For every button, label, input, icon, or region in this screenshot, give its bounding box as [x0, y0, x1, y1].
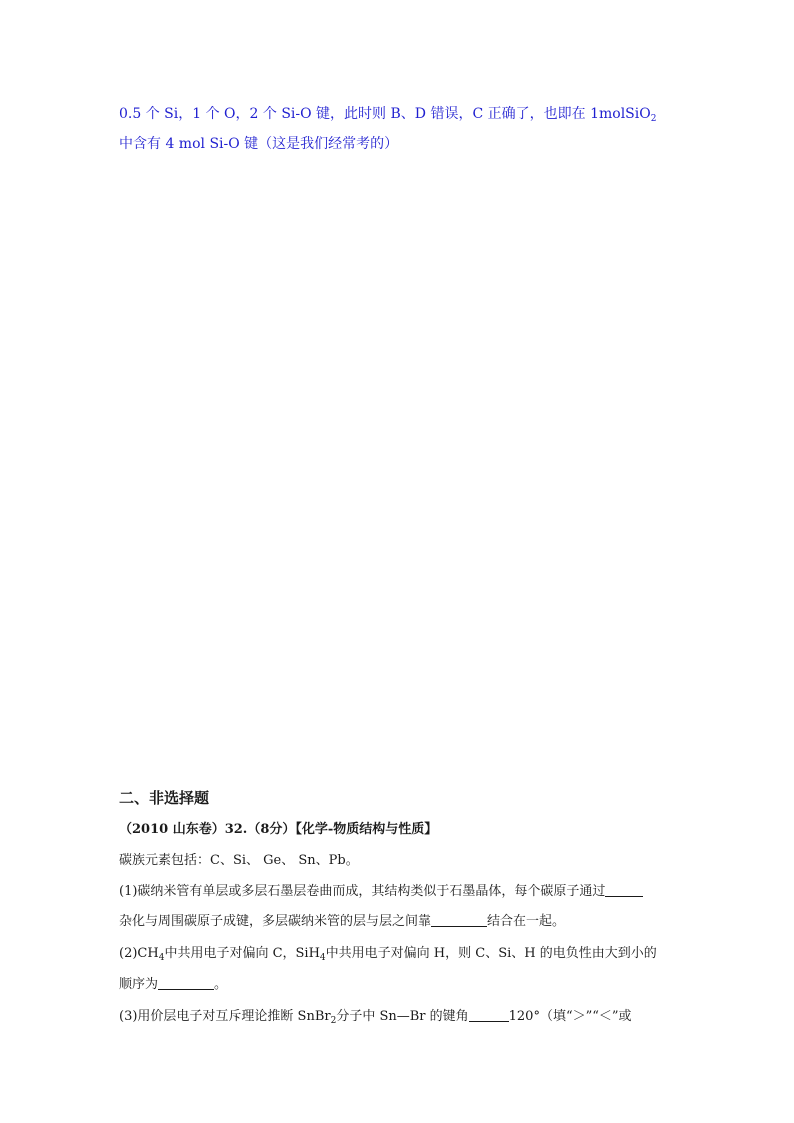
q2-text-a2: 中共用电子对偏向 C，SiH	[164, 946, 320, 961]
q2-subscript-2: 4	[319, 953, 326, 963]
answer-blank[interactable]	[605, 882, 643, 897]
question-1-line-1	[119, 882, 643, 902]
q2-text-b2: 。	[214, 977, 228, 992]
answer-blank[interactable]	[158, 975, 214, 990]
question-2-line-2	[119, 975, 227, 995]
q2-subscript-1: 4	[158, 953, 165, 963]
section-heading: 二、非选择题	[119, 789, 210, 807]
answer-text-1: 0.5 个 Si，1 个 O，2 个 Si-O 键，此时则 B、D 错误，C 正确了，也即在 1molSiO	[119, 106, 651, 122]
question-topic: 【化学-物质结构与性质】	[295, 822, 438, 837]
q2-text-b1: 顺序为	[119, 977, 159, 992]
q3-text-a2: 分子中 Sn—Br 的键角	[336, 1009, 469, 1024]
question-1-line-2	[119, 912, 565, 932]
answer-blank[interactable]	[469, 1007, 509, 1022]
question-3-line-1	[119, 1007, 632, 1027]
answer-blank[interactable]	[431, 912, 487, 927]
answer-subscript: 2	[650, 114, 657, 124]
q2-text-a3: 中共用电子对偏向 H，则 C、Si、H 的电负性由大到小的	[325, 946, 657, 961]
q1-text-a: (1)碳纳米管有单层或多层石墨层卷曲而成，其结构类似于石墨晶体，每个碳原子通过	[119, 884, 606, 899]
q1-text-b2: 结合在一起。	[487, 914, 566, 929]
q3-subscript: 2	[330, 1016, 337, 1026]
q3-text-a1: (3)用价层电子对互斥理论推断 SnBr	[119, 1009, 331, 1024]
question-header	[119, 820, 437, 840]
question-source: （2010 山东卷）	[119, 822, 225, 837]
answer-line-2	[119, 134, 398, 154]
q2-text-a1: (2)CH	[119, 946, 159, 961]
answer-text-2: 中含有 4 mol Si-O 键（这是我们经常考的）	[119, 136, 399, 152]
question-number: 32.	[224, 822, 248, 837]
q3-text-a3: 120°（填“＞”“＜”或	[508, 1009, 632, 1024]
question-points: （8分）	[247, 822, 296, 837]
question-2-line-1	[119, 944, 657, 964]
question-intro: 碳族元素包括：C、Si、 Ge、 Sn、Pb。	[119, 853, 359, 868]
answer-line-1	[119, 104, 656, 124]
q1-text-b1: 杂化与周围碳原子成键，多层碳纳米管的层与层之间靠	[119, 914, 432, 929]
